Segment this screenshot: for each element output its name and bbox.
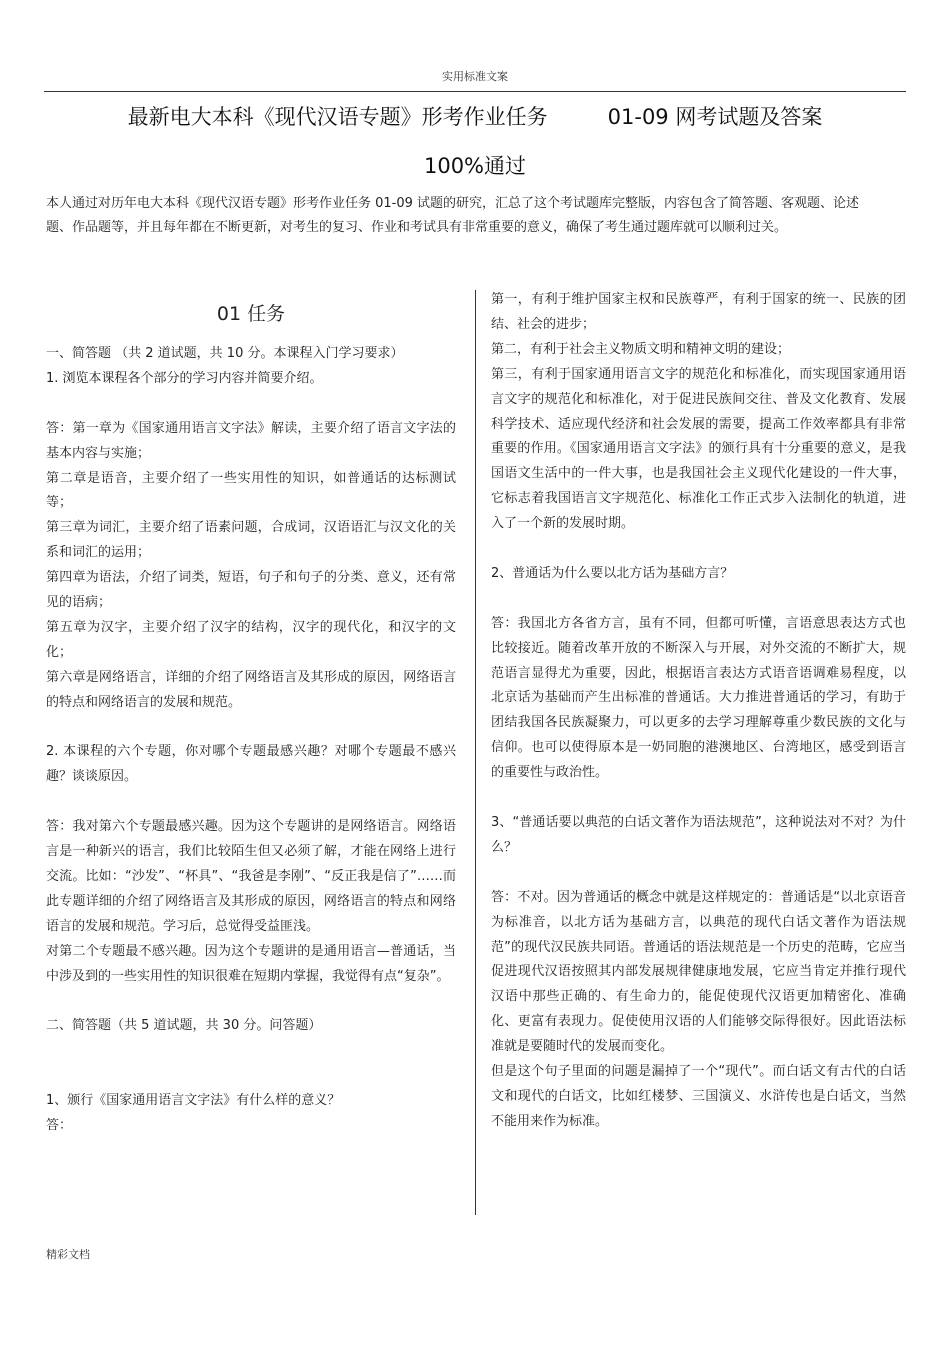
paragraph: 第五章为汉字，主要介绍了汉字的结构，汉字的现代化，和汉字的文化； <box>46 619 456 660</box>
paragraph: 第六章是网络语言，详细的介绍了网络语言及其形成的原因，网络语言的特点和网络语言的发展和规范。 <box>46 669 456 710</box>
intro-paragraph: 本人通过对历年电大本科《现代汉语专题》形考作业任务 01-09 试题的研究，汇总了这个考试题库完整版，内容包含了简答题、客观题、论述题、作品题等，并且每年都在不断更新，对考生的复习、作业和考试具有非常重要的意义，确保了考生通过题库就可以顺利过关。 <box>46 196 860 235</box>
paragraph: 1. 浏览本课程各个部分的学习内容并简要介绍。 <box>46 370 323 386</box>
paragraph: 第二章是语音，主要介绍了一些实用性的知识，如普通话的达标测试等； <box>46 470 456 511</box>
left-column <box>46 290 456 1139</box>
blank-line <box>491 786 906 811</box>
document-title <box>0 100 950 134</box>
page-footer-label: 精彩文档 <box>46 1248 90 1261</box>
blank-line <box>46 392 456 417</box>
paragraph: 2、普通话为什么要以北方话为基础方言？ <box>491 565 734 581</box>
blank-line <box>46 716 456 741</box>
paragraph: 3、“普通话要以典范的白话文著作为语法规范”，这种说法对不对？为什么？ <box>491 814 906 855</box>
paragraph: 一、简答题 （共 2 道试题，共 10 分。本课程入门学习要求） <box>46 346 404 361</box>
left-column-body <box>46 342 456 1139</box>
right-column-body <box>491 288 906 1135</box>
document-title-main: 最新电大本科《现代汉语专题》形考作业任务 <box>127 105 548 129</box>
paragraph: 答：第一章为《国家通用语言文字法》解读，主要介绍了语言文字法的基本内容与实施； <box>46 420 456 461</box>
blank-line <box>46 790 456 815</box>
paragraph: 答：我对第六个专题最感兴趣。因为这个专题讲的是网络语言。网络语言是一种新兴的语言，我们比较陌生但又必须了解，才能在网络上进行交流。比如：“沙发”、“杯具”、“我爸是李刚”、“反正我是信了”……而此专题详细的介绍了网络语言及其形成的原因，网络语言的特点和网络语言的发展和规范。学习后，总觉得受益匪浅。 <box>46 819 456 934</box>
paragraph: 对第二个专题最不感兴趣。因为这个专题讲的是通用语言—普通话，当中涉及到的一些实用性的知识很难在短期内掌握，我觉得有点“复杂”。 <box>46 943 456 984</box>
blank-line <box>491 537 906 562</box>
paragraph: 但是这个句子里面的问题是漏掉了一个“现代”。而白话文有古代的白话文和现代的白话文，比如红楼梦、三国演义、水浒传也是白话文，当然不能用来作为标准。 <box>491 1064 906 1129</box>
page-header-label: 实用标准文案 <box>442 70 508 83</box>
blank-line <box>46 1064 456 1089</box>
paragraph: 答：我国北方各省方言，虽有不同，但都可听懂，言语意思表达方式也比较接近。随着改革开放的不断深入与开展，对外交流的不断扩大，规范语言显得尤为重要，因此，根据语言表达方式语音语调难易程度，以北京话为基础而产生出标准的普通话。大力推进普通话的学习，有助于团结我国各民族凝聚力，可以更多的去学习理解尊重少数民族的文化与信仰。也可以使得原本是一奶同胞的港澳地区、台湾地区，感受到语言的重要性与政治性。 <box>491 615 906 781</box>
paragraph: 2. 本课程的六个专题，你对哪个专题最感兴趣？对哪个专题最不感兴趣？谈谈原因。 <box>46 744 456 785</box>
blank-line <box>491 587 906 612</box>
section-title: 01 任务 <box>216 303 286 325</box>
paragraph: 答： <box>46 1118 73 1133</box>
document-title-range: 01-09 网考试题及答案 <box>607 105 823 129</box>
column-divider <box>475 290 476 1215</box>
blank-line <box>46 1039 456 1064</box>
blank-line <box>491 861 906 886</box>
paragraph: 第三，有利于国家通用语言文字的规范化和标准化，而实现国家通用语言文字的规范化和标准化，对于促进民族间交往、普及文化教育、发展科学技术、适应现代经济和社会发展的需要，提高工作效率都具有非常重要的作用。《国家通用语言文字法》的颁行具有十分重要的意义，是我国语文生活中的一件大事，也是我国社会主义现代化建设的一件大事，它标志着我国语言文字规范化、标准化工作正式步入法制化的轨道，进入了一个新的发展时期。 <box>491 366 906 532</box>
document-subtitle: 100%通过 <box>423 154 527 178</box>
paragraph: 二、简答题（共 5 道试题，共 30 分。问答题） <box>46 1018 322 1034</box>
paragraph: 第四章为语法，介绍了词类，短语，句子和句子的分类、意义，还有常见的语病； <box>46 570 456 611</box>
blank-line <box>46 990 456 1015</box>
paragraph: 第一，有利于维护国家主权和民族尊严，有利于国家的统一、民族的团结、社会的进步； <box>491 292 906 332</box>
right-column <box>491 288 906 1135</box>
paragraph: 1、颁行《国家通用语言文字法》有什么样的意义？ <box>46 1093 341 1109</box>
paragraph: 第三章为词汇，主要介绍了语素问题，合成词，汉语语汇与汉文化的关系和词汇的运用； <box>46 520 456 561</box>
header-divider <box>44 91 906 92</box>
paragraph: 答：不对。因为普通话的概念中就是这样规定的：普通话是“以北京语音为标准音，以北方话为基础方言，以典范的现代白话文著作为语法规范”的现代汉民族共同语。普通话的语法规范是一个历史的范畴，它应当促进现代汉语按照其内部发展规律健康地发展，它应当肯定并推行现代汉语中那些正确的、有生命力的，能促使现代汉语更加精密化、准确化、更富有表现力。促使使用汉语的人们能够交际得很好。因此语法标准就是要随时代的发展而变化。 <box>491 889 906 1055</box>
paragraph: 第二，有利于社会主义物质文明和精神文明的建设； <box>491 341 791 357</box>
